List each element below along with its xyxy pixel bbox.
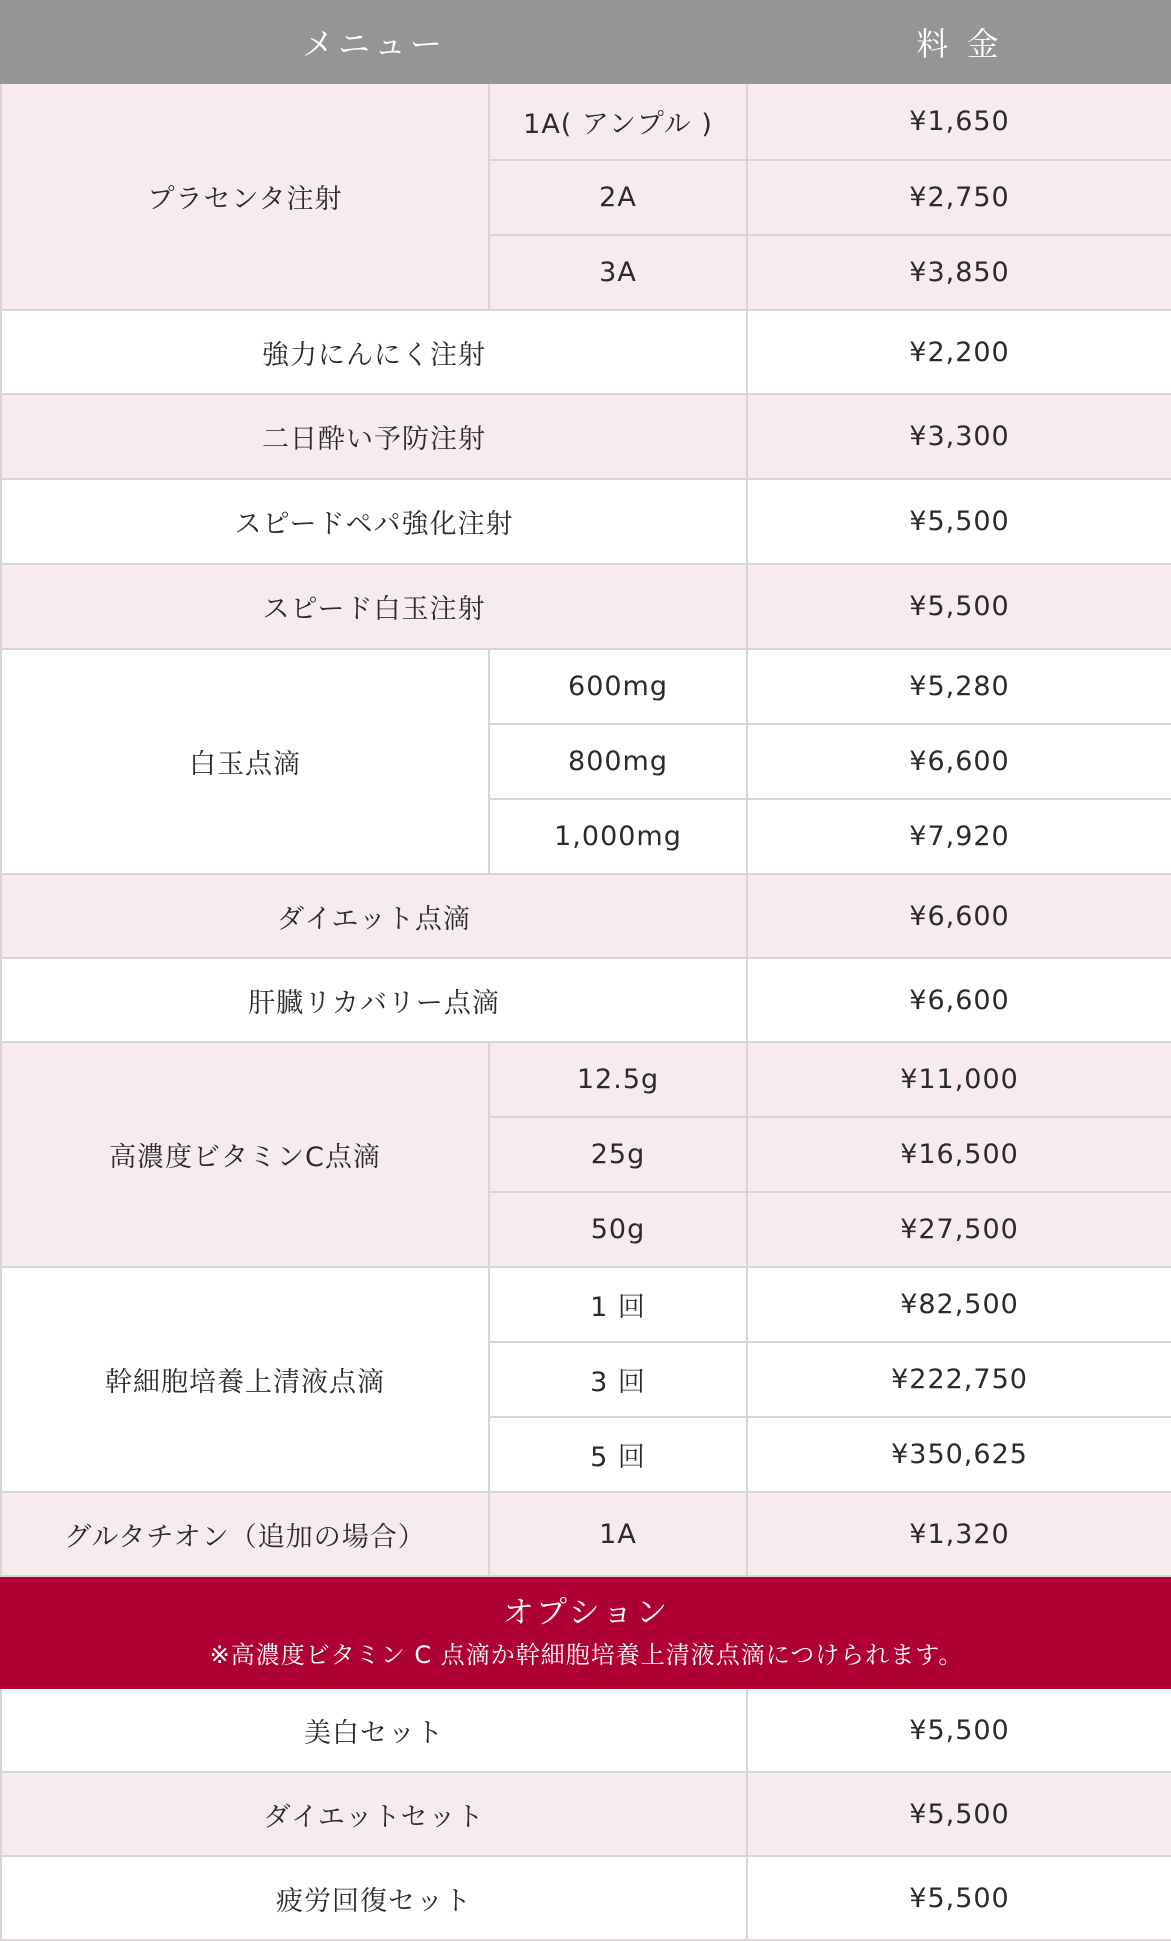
menu-price: ¥222,750 bbox=[747, 1342, 1171, 1417]
option-header bbox=[1, 1576, 1171, 1688]
table-row bbox=[1, 1856, 1171, 1940]
menu-variant: 5 回 bbox=[489, 1417, 747, 1492]
table-row bbox=[1, 1772, 1171, 1856]
menu-price: ¥3,300 bbox=[747, 394, 1171, 479]
menu-price: ¥82,500 bbox=[747, 1267, 1171, 1342]
option-note: ※高濃度ビタミン C 点滴か幹細胞培養上清液点滴につけられます。 bbox=[209, 1640, 964, 1669]
menu-variant: 1,000mg bbox=[489, 799, 747, 874]
menu-name: 強力にんにく注射 bbox=[1, 310, 747, 394]
menu-variant: 12.5g bbox=[489, 1042, 747, 1117]
table-row bbox=[1, 1267, 1171, 1342]
menu-name: スピード白玉注射 bbox=[1, 564, 747, 649]
menu-column-header: メニュー bbox=[1, 1, 747, 83]
menu-variant: 1A bbox=[489, 1492, 747, 1576]
menu-variant: 50g bbox=[489, 1192, 747, 1267]
menu-price: ¥5,500 bbox=[747, 564, 1171, 649]
option-name: 疲労回復セット bbox=[1, 1856, 747, 1940]
table-row bbox=[1, 1042, 1171, 1117]
menu-price: ¥16,500 bbox=[747, 1117, 1171, 1192]
menu-name: 幹細胞培養上清液点滴 bbox=[1, 1267, 489, 1492]
menu-price: ¥6,600 bbox=[747, 874, 1171, 958]
menu-name: グルタチオン（追加の場合） bbox=[1, 1492, 489, 1576]
menu-variant: 3 回 bbox=[489, 1342, 747, 1417]
menu-price: ¥6,600 bbox=[747, 724, 1171, 799]
table-row bbox=[1, 83, 1171, 160]
menu-price: ¥3,850 bbox=[747, 235, 1171, 310]
menu-variant: 3A bbox=[489, 235, 747, 310]
menu-variant: 1 回 bbox=[489, 1267, 747, 1342]
table-row bbox=[1, 874, 1171, 958]
table-row bbox=[1, 1688, 1171, 1772]
menu-price: ¥5,500 bbox=[747, 479, 1171, 564]
table-row bbox=[1, 1492, 1171, 1576]
option-title: オプション bbox=[502, 1594, 671, 1631]
option-price: ¥5,500 bbox=[747, 1772, 1171, 1856]
table-row bbox=[1, 958, 1171, 1042]
menu-price: ¥1,650 bbox=[747, 83, 1171, 160]
option-name: 美白セット bbox=[1, 1688, 747, 1772]
menu-name: 高濃度ビタミンC点滴 bbox=[1, 1042, 489, 1267]
menu-name: スピードペパ強化注射 bbox=[1, 479, 747, 564]
menu-variant: 1A( アンプル ) bbox=[489, 83, 747, 160]
price-column-header: 料 金 bbox=[747, 1, 1171, 83]
menu-price: ¥6,600 bbox=[747, 958, 1171, 1042]
menu-price: ¥1,320 bbox=[747, 1492, 1171, 1576]
table-row bbox=[1, 310, 1171, 394]
table-row bbox=[1, 479, 1171, 564]
menu-name: プラセンタ注射 bbox=[1, 83, 489, 310]
option-header-cell bbox=[1, 1576, 1171, 1688]
menu-name: 白玉点滴 bbox=[1, 649, 489, 874]
menu-price: ¥7,920 bbox=[747, 799, 1171, 874]
menu-variant: 2A bbox=[489, 160, 747, 235]
menu-name: ダイエット点滴 bbox=[1, 874, 747, 958]
menu-name: 二日酔い予防注射 bbox=[1, 394, 747, 479]
menu-name: 肝臓リカバリー点滴 bbox=[1, 958, 747, 1042]
menu-price: ¥27,500 bbox=[747, 1192, 1171, 1267]
menu-variant: 800mg bbox=[489, 724, 747, 799]
table-row bbox=[1, 394, 1171, 479]
menu-price: ¥2,200 bbox=[747, 310, 1171, 394]
menu-price: ¥5,280 bbox=[747, 649, 1171, 724]
menu-variant: 600mg bbox=[489, 649, 747, 724]
menu-variant: 25g bbox=[489, 1117, 747, 1192]
table-header bbox=[1, 1, 1171, 83]
option-price: ¥5,500 bbox=[747, 1856, 1171, 1940]
table-row bbox=[1, 649, 1171, 724]
option-name: ダイエットセット bbox=[1, 1772, 747, 1856]
menu-price: ¥11,000 bbox=[747, 1042, 1171, 1117]
menu-price: ¥350,625 bbox=[747, 1417, 1171, 1492]
menu-price: ¥2,750 bbox=[747, 160, 1171, 235]
option-price: ¥5,500 bbox=[747, 1688, 1171, 1772]
table-row bbox=[1, 564, 1171, 649]
